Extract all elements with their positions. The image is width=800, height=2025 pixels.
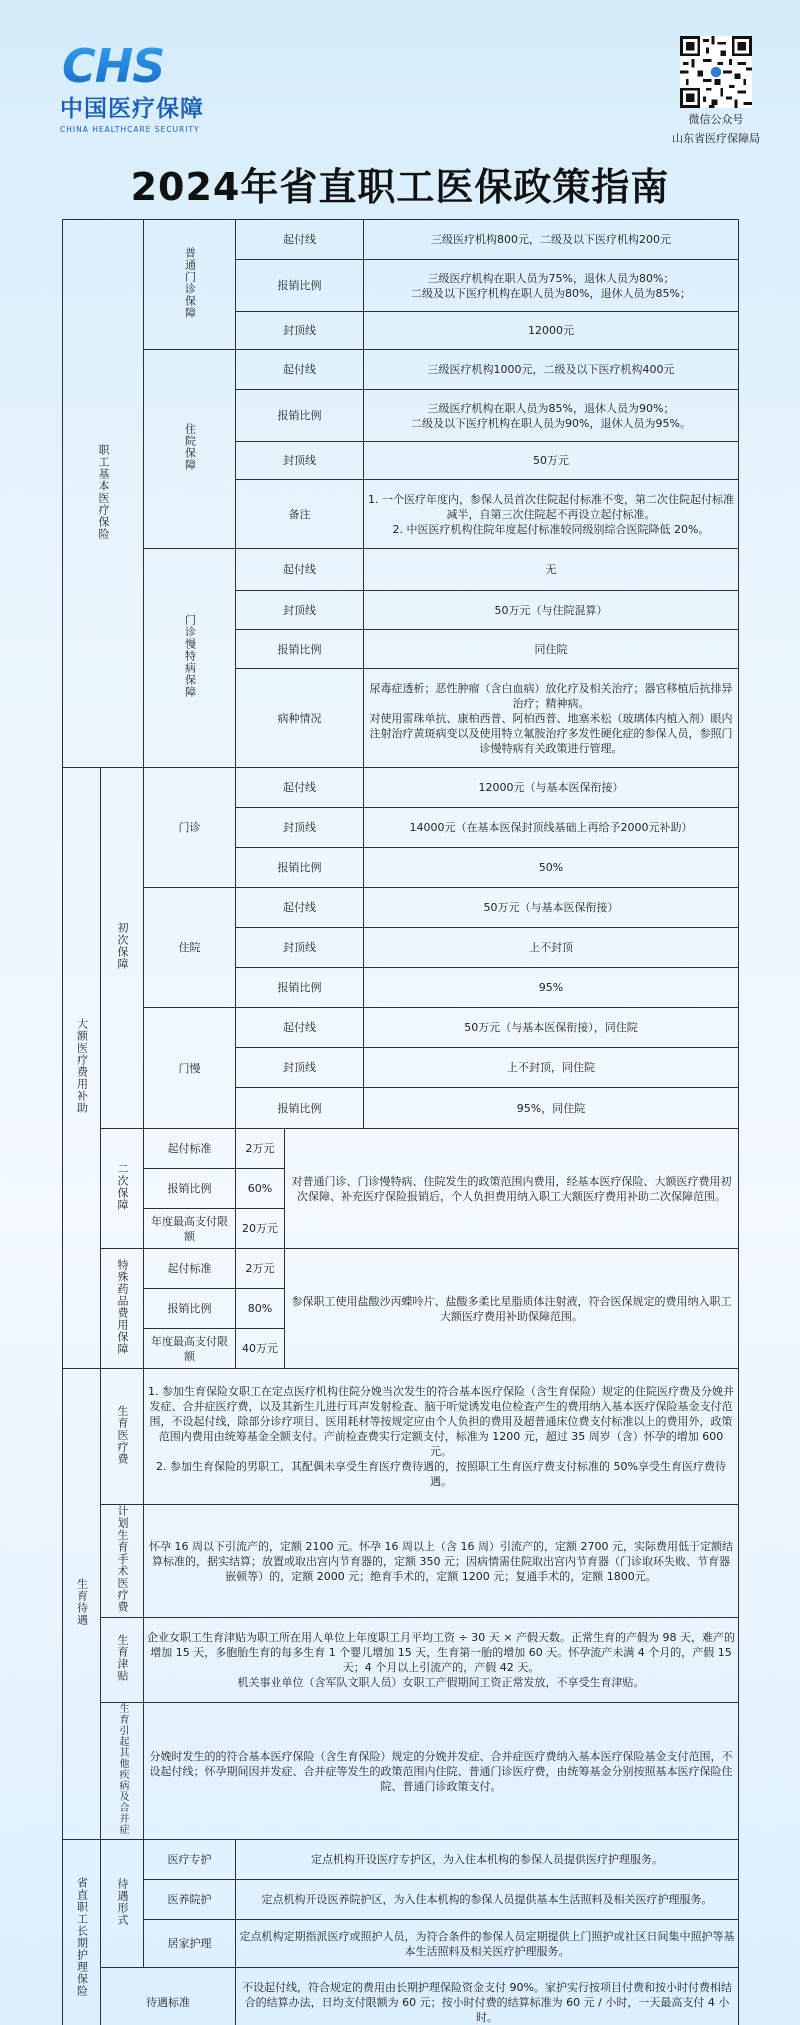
group-second-protection: 二次保障 (101, 1129, 144, 1249)
row-key: 备注 (236, 480, 364, 549)
section-basic-insurance: 职工基本医疗保险 (63, 220, 144, 768)
row-value: 三级医疗机构在职人员为85%，退休人员为90%； 二级及以下医疗机构在职人员为90%，退休人员为95%。 (364, 390, 739, 442)
row-key: 起付线 (236, 768, 364, 808)
logo-text: CHS (62, 40, 165, 88)
qr-caption-line1: 微信公众号 (688, 113, 744, 126)
row-key: 报销比例 (236, 1088, 364, 1129)
care-item-key: 居家护理 (144, 1920, 236, 1968)
logo-chinese-name: 中国医疗保障 (60, 96, 204, 122)
maternity-item-key: 生育引起其他疾病及合并症 (101, 1703, 144, 1840)
row-value: 95% (364, 968, 739, 1008)
row-key: 报销比例 (236, 968, 364, 1008)
row-value: 20万元 (236, 1209, 285, 1249)
row-key: 报销比例 (236, 630, 364, 669)
row-key: 封顶线 (236, 591, 364, 630)
row-value: 40万元 (236, 1329, 285, 1369)
row-key: 封顶线 (236, 442, 364, 480)
section-major-medical: 大额医疗费用补助 (63, 768, 101, 1369)
row-value: 95%，同住院 (364, 1088, 739, 1129)
row-key: 报销比例 (236, 848, 364, 888)
maternity-item-value: 分娩时发生的的符合基本医疗保险（含生育保险）规定的分娩并发症、合并症医疗费纳入基本医疗保险基金支付范围，不设起付线；怀孕期间因并发症、合并症等发生的政策范围内住院、普通门诊医疗费，由统筹基金分别按照基本医疗保险住院、普通门诊政策支付。 (144, 1703, 739, 1840)
row-key: 起付线 (236, 1008, 364, 1048)
group-first-protection: 初次保障 (101, 768, 144, 1129)
row-value: 1. 一个医疗年度内，参保人员首次住院起付标准不变，第二次住院起付标准减半，自第三次住院起不再设立起付标准。 2. 中医医疗机构住院年度起付标准较同级别综合医院降低 20%。 (364, 480, 739, 549)
row-value: 三级医疗机构800元，二级及以下医疗机构200元 (364, 220, 739, 260)
subgroup-inpatient: 住院 (144, 888, 236, 1008)
care-item-value: 定点机构开设医养院护区，为入住本机构的参保人员提供基本生活照料及相关医疗护理服务。 (236, 1880, 739, 1920)
row-value: 尿毒症透析；恶性肿瘤（含白血病）放化疗及相关治疗；器官移植后抗排异治疗；精神病。 对使用雷珠单抗、康柏西普、阿柏西普、地塞米松（玻璃体内植入剂）眼内注射治疗黄斑病变以及使用特立氟胺治疗多发性硬化症的参保人员，参照门诊慢特病有关政策进行管理。 (364, 669, 739, 768)
maternity-item-value: 1. 参加生育保险女职工在定点医疗机构住院分娩当次发生的符合基本医疗保险（含生育保险）规定的住院医疗费及分娩并发症、合并症医疗费，以及其新生儿进行耳声发射检查、脑干听觉诱发电位检查产生的费用纳入基本医疗保险基金支付范围，不设起付线，除部分诊疗项目、医用耗材等按规定应由个人负担的费用及超普通床位费支付标准以上的费用外，政策范围内费用由统筹基金全额支付。产前检查费实行定额支付，标准为 1200 元，超过 35 周岁（含）怀孕的增加 600 元。 2. 参加生育保险的男职工，其配偶未享受生育医疗费待遇的，按照职工生育医疗费支付标准的 50%享受生育医疗费待遇。 (144, 1369, 739, 1505)
row-value: 12000元（与基本医保衔接） (364, 768, 739, 808)
row-key: 封顶线 (236, 1048, 364, 1088)
group-special-drugs: 特殊药品费用保障 (101, 1249, 144, 1369)
section-maternity: 生育待遇 (63, 1369, 101, 1840)
row-key: 病种情况 (236, 669, 364, 768)
row-value: 三级医疗机构在职人员为75%，退休人员为80%； 二级及以下医疗机构在职人员为80%，退休人员为85%； (364, 260, 739, 312)
row-key: 起付线 (236, 220, 364, 260)
maternity-item-key: 生育医疗费 (101, 1369, 144, 1505)
row-key: 报销比例 (236, 390, 364, 442)
chs-logo (60, 40, 205, 134)
second-protection-desc: 对普通门诊、门诊慢特病、住院发生的政策范围内费用，经基本医疗保险、大额医疗费用初次保障、补充医疗保险报销后，个人负担费用纳入职工大额医疗费用补助二次保障范围。 (285, 1129, 739, 1249)
row-value: 同住院 (364, 630, 739, 669)
group-outpatient: 普通门诊保障 (144, 220, 236, 350)
row-value: 12000元 (364, 312, 739, 350)
row-value: 50万元 (364, 442, 739, 480)
group-chronic: 门诊慢特病保障 (144, 549, 236, 768)
row-value: 无 (364, 549, 739, 591)
care-item-key: 医养院护 (144, 1880, 236, 1920)
row-key: 封顶线 (236, 928, 364, 968)
chs-logo-icon (60, 40, 200, 88)
maternity-item-value: 企业女职工生育津贴为职工所在用人单位上年度职工月平均工资 ÷ 30 天 × 产假天数。正常生育的产假为 98 天，难产的增加 15 天，多胞胎生育的每多生育 1 个婴儿增加 15 天，生育第一胎的增加 60 天。怀孕流产未满 4 个月的，产假 15 天；4 个月以上引流产的，产假 42 天。 机关事业单位（含军队文职人员）女职工产假期间工资正常发放，不享受生育津贴。 (144, 1618, 739, 1703)
section-long-term-care: 省直职工长期护理保险 (63, 1840, 101, 2025)
row-key: 起付线 (236, 350, 364, 390)
row-value: 上不封顶，同住院 (364, 1048, 739, 1088)
row-key: 年度最高支付限额 (144, 1329, 236, 1369)
row-value: 50% (364, 848, 739, 888)
row-value: 三级医疗机构1000元，二级及以下医疗机构400元 (364, 350, 739, 390)
care-item-value: 定点机构开设医疗专护区，为入住本机构的参保人员提供医疗护理服务。 (236, 1840, 739, 1880)
qr-caption-line2: 山东省医疗保障局 (672, 132, 760, 145)
row-value: 14000元（在基本医保封顶线基础上再给予2000元补助） (364, 808, 739, 848)
group-inpatient: 住院保障 (144, 350, 236, 549)
row-key: 年度最高支付限额 (144, 1209, 236, 1249)
row-key: 起付线 (236, 888, 364, 928)
row-value: 80% (236, 1289, 285, 1329)
row-value: 50万元（与基本医保衔接） (364, 888, 739, 928)
care-item-value: 不设起付线，符合规定的费用由长期护理保险资金支付 90%。家护实行按项目付费和按小时付费相结合的结算办法，日均支付限额为 60 元；按小时付费的结算标准为 60 元 / 小时，一天最高支付 4 小时。 (236, 1968, 739, 2025)
row-value: 2万元 (236, 1249, 285, 1289)
row-key: 起付线 (236, 549, 364, 591)
maternity-item-value: 怀孕 16 周以下引流产的，定额 2100 元。怀孕 16 周以上（含 16 周）引流产的，定额 2700 元，实际费用低于定额结算标准的，据实结算；放置或取出宫内节育器的，定额 350 元；因病情需住院取出宫内节育器（门诊取环失败、节育器嵌顿等）的，定额 2000 元；绝育手术的，定额 1200 元；复通手术的，定额 1800元。 (144, 1505, 739, 1618)
row-key: 报销比例 (144, 1289, 236, 1329)
row-key: 封顶线 (236, 808, 364, 848)
maternity-item-key: 计划生育手术医疗费 (101, 1505, 144, 1618)
subgroup-chronic: 门慢 (144, 1008, 236, 1129)
qr-code-icon (680, 36, 752, 108)
care-item-key: 医疗专护 (144, 1840, 236, 1880)
row-value: 60% (236, 1169, 285, 1209)
care-item-key: 待遇标准 (101, 1968, 236, 2025)
subgroup-outpatient: 门诊 (144, 768, 236, 888)
special-drugs-desc: 参保职工使用盐酸沙丙蝶呤片、盐酸多柔比星脂质体注射液，符合医保规定的费用纳入职工大额医疗费用补助保障范围。 (285, 1249, 739, 1369)
qr-block (656, 36, 776, 146)
page-header (0, 0, 800, 150)
row-value: 上不封顶 (364, 928, 739, 968)
row-key: 起付标准 (144, 1129, 236, 1169)
row-key: 封顶线 (236, 312, 364, 350)
care-form-label: 待遇形式 (101, 1840, 144, 1968)
policy-table (62, 219, 738, 2024)
row-value: 50万元（与住院混算） (364, 591, 739, 630)
care-item-value: 定点机构定期指派医疗或照护人员，为符合条件的参保人员定期提供上门照护或社区日间集中照护等基本生活照料及相关医疗护理服务。 (236, 1920, 739, 1968)
maternity-item-key: 生育津贴 (101, 1618, 144, 1703)
row-key: 报销比例 (144, 1169, 236, 1209)
page-title: 2024年省直职工医保政策指南 (130, 165, 670, 209)
row-key: 起付标准 (144, 1249, 236, 1289)
row-value: 50万元（与基本医保衔接），同住院 (364, 1008, 739, 1048)
row-key: 报销比例 (236, 260, 364, 312)
logo-english-name: CHINA HEALTHCARE SECURITY (60, 125, 200, 134)
row-value: 2万元 (236, 1129, 285, 1169)
